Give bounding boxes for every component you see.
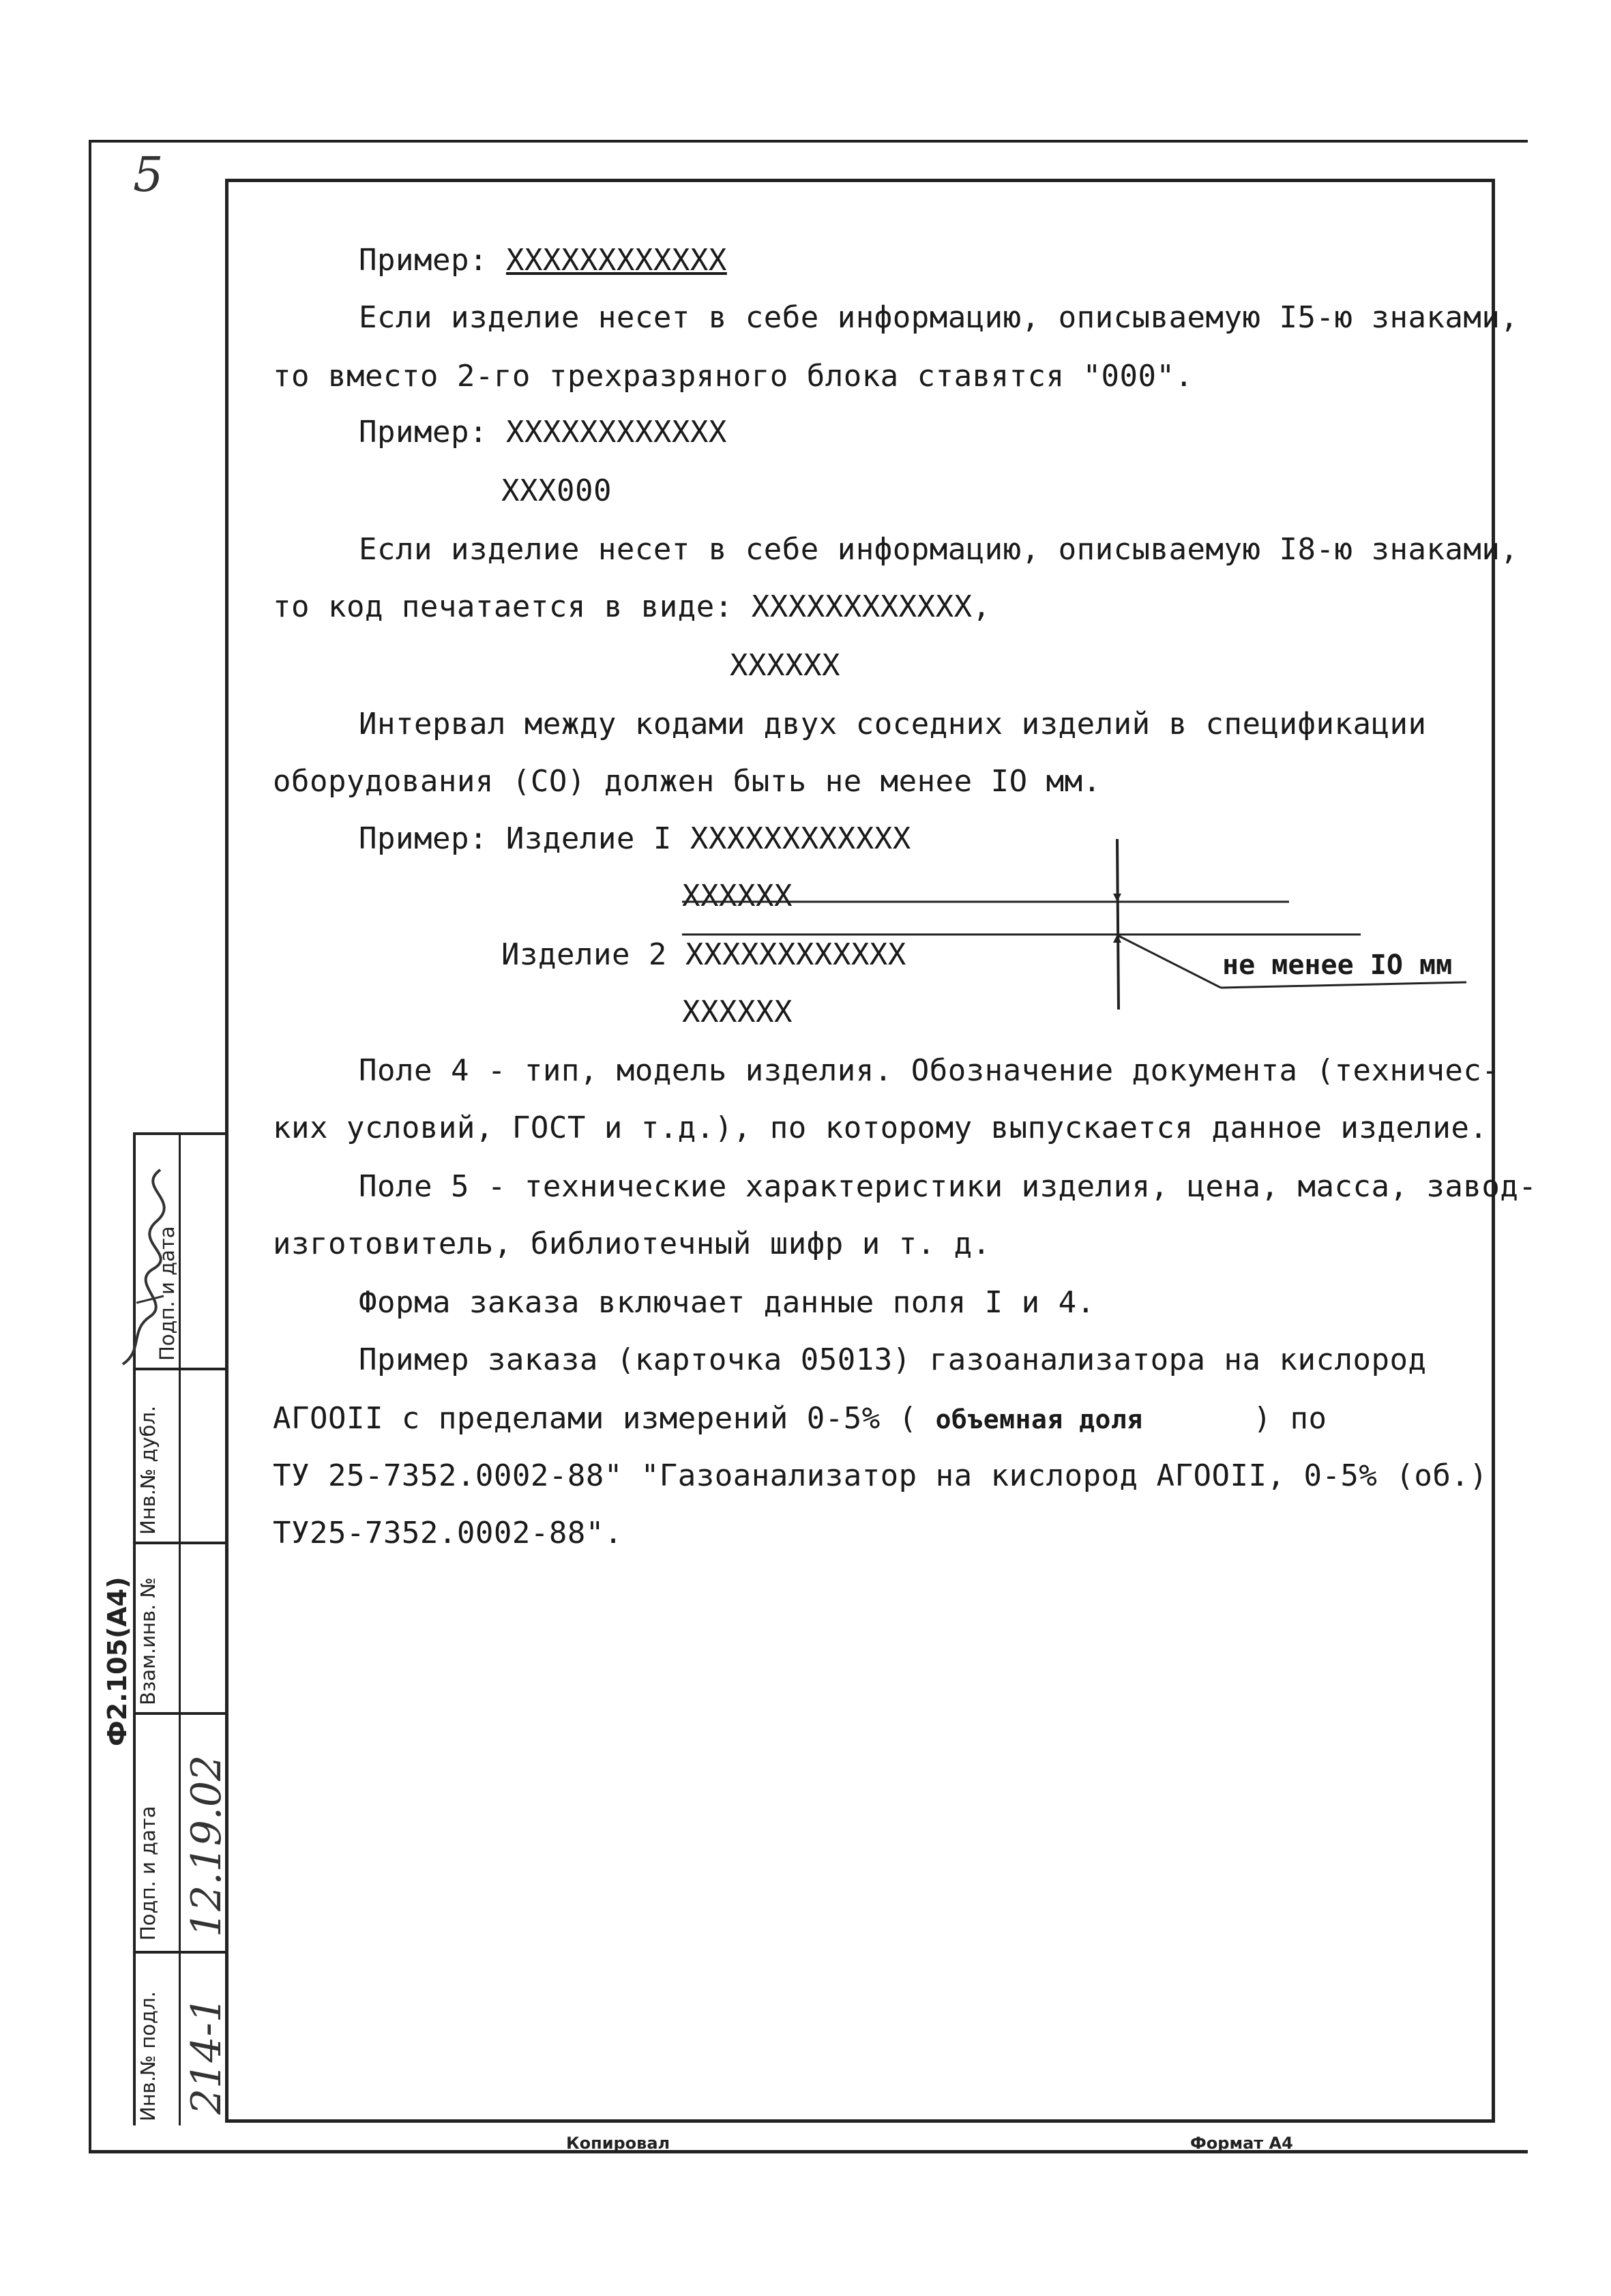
interval-annotation: не менее IO мм — [1222, 950, 1453, 981]
stamp-border-mid — [179, 1132, 181, 2125]
text-line-23: ТУ25-7352.0002-88". — [273, 1516, 623, 1550]
text-line-2: Если изделие несет в себе информацию, описываемую I5-ю знаками, — [359, 300, 1519, 335]
text-line-22: ТУ 25-7352.0002-88" "Газоанализатор на кислород АГООII, 0-5% (об.) — [273, 1458, 1488, 1493]
text-line-17: Поле 5 - технические характеристики изделия, цена, масса, завод- — [359, 1169, 1537, 1204]
example-line-11: Пример: Изделие I XXXXXXXXXXXX — [359, 821, 911, 856]
text-line-3: то вместо 2-го трехразряного блока ставятся "000". — [273, 359, 1194, 394]
example-line-1: Пример: XXXXXXXXXXXX — [359, 243, 727, 278]
handwritten-date: 12.19.02 — [183, 1754, 231, 1937]
example-line-5: XXX000 — [501, 473, 612, 508]
form-code: Ф2.105(А4) — [102, 1576, 132, 1746]
text-line-16: ких условий, ГОСТ и т.д.), по которому выпускается данное изделие. — [273, 1110, 1488, 1145]
text-line-18: изготовитель, библиотечный шифр и т. д. — [273, 1226, 991, 1261]
margin-signature — [102, 1160, 177, 1378]
text-line-7: то код печатается в виде: XXXXXXXXXXXX, — [273, 589, 991, 624]
text-line-9: Интервал между кодами двух соседних изделий в спецификации — [359, 707, 1427, 741]
stamp-label-inv-podl: Инв.№ подл. — [136, 1991, 160, 2121]
stamp-border-top — [133, 1132, 228, 1135]
stamp-label-podp-data-2: Подп. и дата — [156, 1226, 179, 1361]
text-line-15: Поле 4 - тип, модель изделия. Обозначение документа (техничес- — [359, 1053, 1501, 1088]
example-line-13: Изделие 2 XXXXXXXXXXXX — [501, 937, 906, 972]
example-line-4: Пример: XXXXXXXXXXXX — [359, 415, 727, 450]
example-line-12: XXXXXX — [682, 879, 793, 913]
footer-copied: Копировал — [566, 2134, 670, 2153]
handwritten-inventory-number: 214-1 — [183, 1997, 231, 2115]
stamp-divider — [133, 1542, 228, 1544]
stamp-label-podp-data: Подп. и дата — [136, 1806, 160, 1941]
stamp-label-inv-dubl: Инв.№ дубл. — [136, 1405, 160, 1535]
text-line-8: XXXXXX — [730, 648, 840, 683]
stamp-divider — [133, 1712, 228, 1715]
page-number: 5 — [133, 147, 164, 203]
text-line-6: Если изделие несет в себе информацию, описываемую I8-ю знаками, — [359, 532, 1519, 567]
footer-format: Формат А4 — [1190, 2134, 1293, 2153]
text-line-10: оборудования (СО) должен быть не менее IO мм. — [273, 764, 1102, 799]
stamp-divider — [133, 1951, 228, 1954]
text-line-19: Форма заказа включает данные поля I и 4. — [359, 1285, 1095, 1320]
text-line-20: Пример заказа (карточка 05013) газоанализатора на кислород — [359, 1342, 1427, 1377]
text-line-21: АГООII с пределами измерений 0-5% ( объемная доля ) по — [273, 1401, 1327, 1436]
stamp-label-vzam-inv: Взам.инв. № — [136, 1577, 160, 1705]
example-line-14: XXXXXX — [682, 995, 793, 1029]
